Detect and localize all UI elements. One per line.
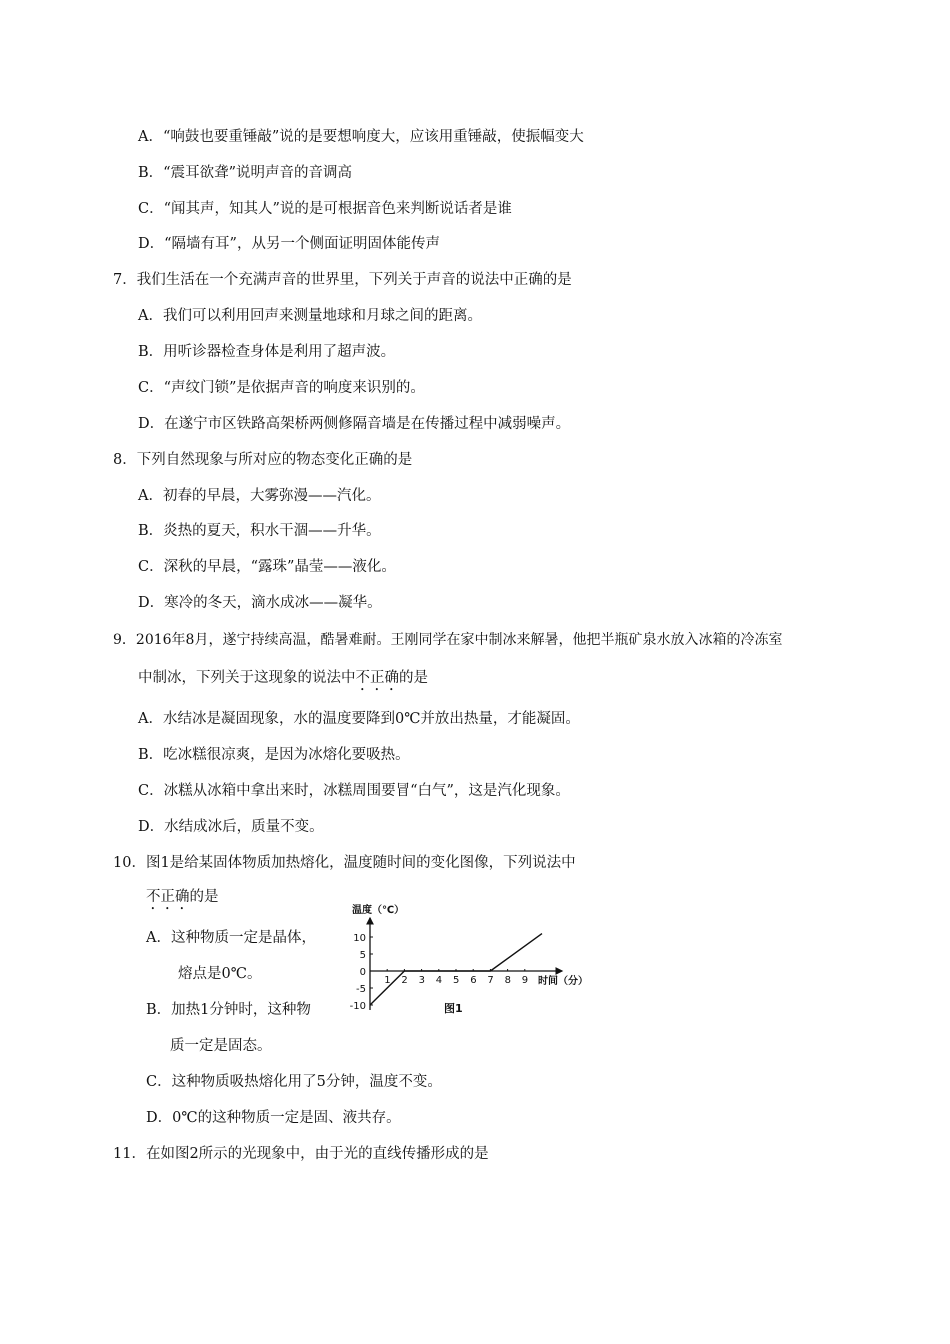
q6-option-a: A．“响鼓也要重锤敲”说的是要想响度大，应该用重锤敲，使振幅变大 [138, 129, 584, 145]
q6-option-b: B．“震耳欲聋”说明声音的音调高 [138, 165, 352, 181]
q10-option-c: C．这种物质吸热熔化用了5分钟，温度不变。 [146, 1074, 442, 1090]
figure-1-graph [346, 900, 596, 1024]
q10-option-d: D．0℃的这种物质一定是固、液共存。 [146, 1110, 401, 1126]
x-axis-label: 时间（分） [538, 976, 588, 987]
q9-option-b: B．吃冰糕很凉爽，是因为冰熔化要吸热。 [138, 747, 410, 763]
q11-stem: 11．在如图2所示的光现象中，由于光的直线传播形成的是 [113, 1146, 489, 1162]
q10-option-b-line2: 质一定是固态。 [170, 1038, 272, 1054]
x-tick-label: 8 [504, 975, 511, 986]
q10-stem-line1: 10．图1是给某固体物质加热熔化，温度随时间的变化图像，下列说法中 [113, 855, 576, 871]
y-tick-label: 0 [359, 967, 366, 978]
x-tick-label: 6 [470, 975, 477, 986]
x-tick-label: 4 [435, 975, 443, 986]
q10-option-b-line1: B．加热1分钟时，这种物 [146, 1002, 311, 1018]
y-tick-label: 5 [359, 950, 366, 961]
q10-emphasis-not-correct: 不正确 [146, 889, 190, 905]
q10-option-a-line1: A．这种物质一定是晶体， [146, 930, 316, 946]
q7-stem: 7．我们生活在一个充满声音的世界里，下列关于声音的说法中正确的是 [113, 272, 572, 288]
q7-option-b: B．用听诊器检查身体是利用了超声波。 [138, 344, 396, 360]
q8-option-b: B．炎热的夏天，积水干涸——升华。 [138, 523, 381, 539]
q8-option-c: C．深秋的早晨，“露珠”晶莹——液化。 [138, 559, 396, 575]
q9-emphasis-not-correct: 不正确 [355, 670, 399, 686]
figure-caption: 图1 [444, 1002, 463, 1015]
q6-option-d: D．“隔墙有耳”，从另一个侧面证明固体能传声 [138, 236, 440, 252]
y-tick-label: -10 [349, 1001, 366, 1012]
x-tick-label: 7 [487, 975, 494, 986]
x-tick-label: 1 [384, 975, 391, 986]
q7-option-a: A．我们可以利用回声来测量地球和月球之间的距离。 [138, 308, 482, 324]
q9-stem-post: 的是 [399, 670, 428, 686]
q8-stem: 8．下列自然现象与所对应的物态变化正确的是 [113, 452, 413, 468]
q7-option-d: D．在遂宁市区铁路高架桥两侧修隔音墙是在传播过程中减弱噪声。 [138, 416, 571, 432]
q9-option-c: C．冰糕从冰箱中拿出来时，冰糕周围要冒“白气”，这是汽化现象。 [138, 783, 570, 799]
q8-option-a: A．初春的早晨，大雾弥漫——汽化。 [138, 488, 381, 504]
y-tick-label: -5 [356, 984, 366, 995]
y-tick-label: 10 [353, 933, 366, 944]
q7-option-c: C．“声纹门锁”是依据声音的响度来识别的。 [138, 380, 425, 396]
q10-option-a-line2: 熔点是0℃。 [178, 966, 262, 982]
q8-option-d: D．寒冷的冬天，滴水成冰——凝华。 [138, 595, 382, 611]
x-tick-label: 2 [401, 975, 408, 986]
q9-option-d: D．水结成冰后，质量不变。 [138, 819, 324, 835]
x-tick-label: 5 [453, 975, 460, 986]
x-tick-label: 9 [521, 975, 529, 986]
x-tick-label: 3 [418, 975, 425, 986]
q9-stem-line1: 9．2016年8月，遂宁持续高温，酷暑难耐。王刚同学在家中制冰来解暑，他把半瓶矿泉水放入冰箱的冷冻室 [113, 632, 783, 648]
q9-stem-line2 [138, 668, 428, 694]
q10-stem-line2 [146, 887, 219, 913]
q6-option-c: C．“闻其声，知其人”说的是可根据音色来判断说话者是谁 [138, 201, 512, 217]
y-axis-label: 温度（℃） [352, 905, 405, 916]
q9-stem-pre: 中制冰，下列关于这现象的说法中 [138, 670, 356, 686]
q10-stem-post: 的是 [189, 889, 219, 905]
q9-option-a: A．水结冰是凝固现象，水的温度要降到0℃并放出热量，才能凝固。 [138, 711, 580, 727]
